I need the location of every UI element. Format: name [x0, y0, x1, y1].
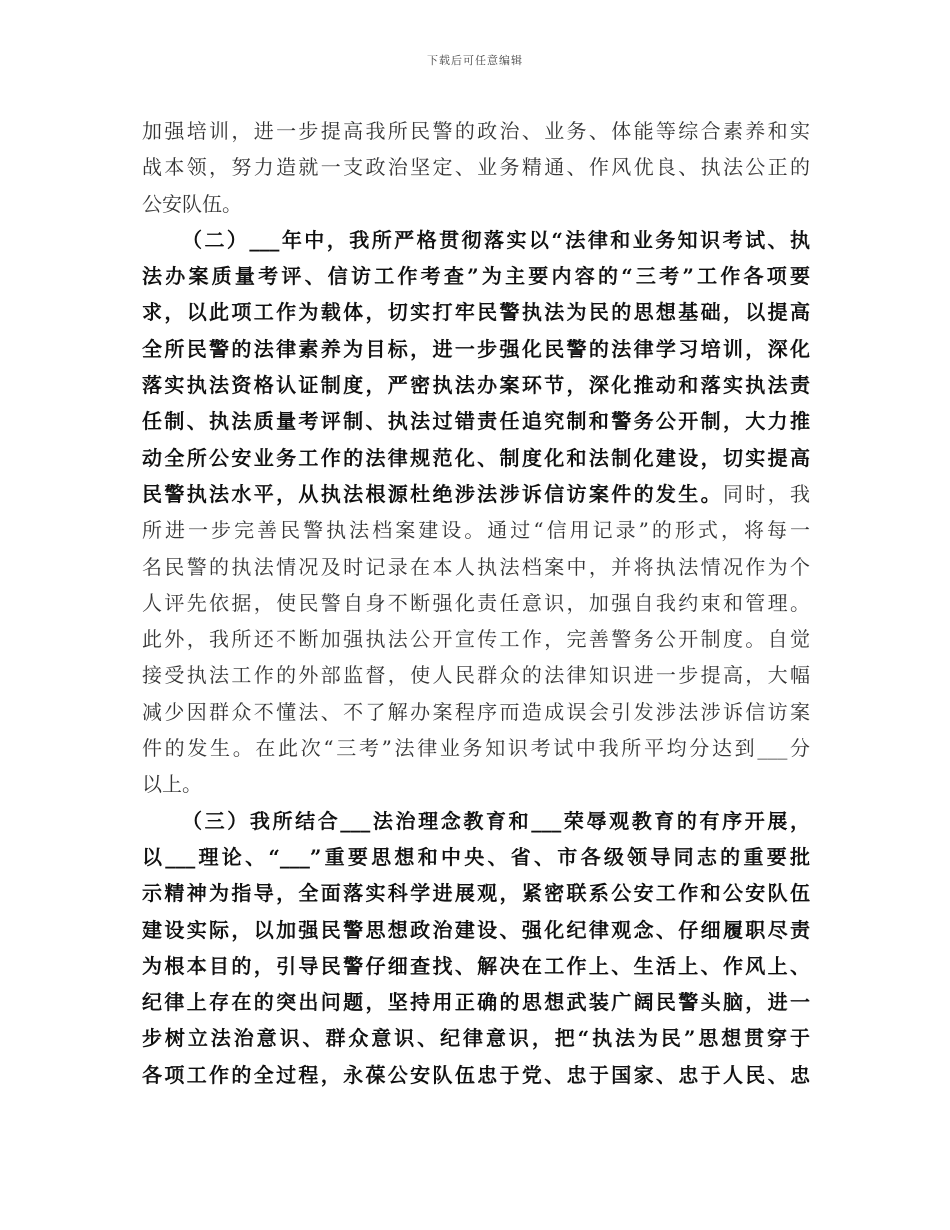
text-line: （二）___年中，我所严格贯彻落实以“法律和业务知识考试、执 — [182, 227, 810, 252]
text-line: 法办案质量考评、信访工作考查”为主要内容的“三考”工作各项要 — [142, 264, 810, 289]
text-line: 此外，我所还不断加强执法公开宣传工作，完善警务公开制度。自觉 — [142, 627, 810, 652]
text-line: 以上。 — [142, 772, 202, 797]
text-line: 步树立法治意识、群众意识、纪律意识，把“执法为民”思想贯穿于 — [142, 1026, 810, 1051]
text-line: 所进一步完善民警执法档案建设。通过“信用记录”的形式，将每一 — [142, 518, 810, 543]
text-line: 减少因群众不懂法、不了解办案程序而造成误会引发涉法涉诉信访案 — [142, 699, 810, 724]
text-line: 为根本目的，引导民警仔细查找、解决在工作上、生活上、作风上、 — [142, 953, 810, 978]
text-line: 接受执法工作的外部监督，使人民群众的法律知识进一步提高，大幅 — [142, 663, 810, 688]
bold-text: 民警执法水平，从执法根源杜绝涉法涉诉信访案件的发生。 — [142, 481, 723, 506]
text-line: 人评先依据，使民警自身不断强化责任意识，加强自我约束和管理。 — [142, 590, 810, 615]
text-line: 全所民警的法律素养为目标，进一步强化民警的法律学习培训，深化 — [142, 336, 810, 361]
text-line: 战本领，努力造就一支政治坚定、业务精通、作风优良、执法公正的 — [142, 155, 810, 180]
normal-text: 同时，我 — [722, 481, 810, 506]
text-line: 求，以此项工作为载体，切实打牢民警执法为民的思想基础，以提高 — [142, 300, 810, 325]
text-line: 落实执法资格认证制度，严密执法办案环节，深化推动和落实执法责 — [142, 373, 810, 398]
text-line: 各项工作的全过程，永葆公安队伍忠于党、忠于国家、忠于人民、忠 — [142, 1062, 810, 1087]
paragraph-1 — [142, 113, 810, 222]
text-line: 名民警的执法情况及时记录在本人执法档案中，并将执法情况作为个 — [142, 554, 810, 579]
text-line: 以___理论、“___”重要思想和中央、省、市各级领导同志的重要批 — [142, 844, 810, 869]
paragraph-2 — [142, 222, 810, 803]
text-line — [142, 476, 810, 512]
paragraph-3 — [142, 803, 810, 1093]
text-line: 示精神为指导，全面落实科学进展观，紧密联系公安工作和公安队伍 — [142, 881, 810, 906]
page-header: 下载后可任意编辑 — [427, 54, 523, 67]
text-line: 动全所公安业务工作的法律规范化、制度化和法制化建设，切实提高 — [142, 445, 810, 470]
text-line: 任制、执法质量考评制、执法过错责任追究制和警务公开制，大力推 — [142, 409, 810, 434]
text-line: 建设实际，以加强民警思想政治建设、强化纪律观念、仔细履职尽责 — [142, 917, 810, 942]
text-line: 件的发生。在此次“三考”法律业务知识考试中我所平均分达到___分 — [142, 736, 810, 761]
text-line: 加强培训，进一步提高我所民警的政治、业务、体能等综合素养和实 — [142, 119, 810, 143]
document-body — [142, 113, 810, 1093]
text-line: 公安队伍。 — [142, 191, 242, 216]
text-line: （三）我所结合___法治理念教育和___荣辱观教育的有序开展， — [182, 808, 810, 833]
text-line: 纪律上存在的突出问题，坚持用正确的思想武装广阔民警头脑，进一 — [142, 990, 810, 1015]
